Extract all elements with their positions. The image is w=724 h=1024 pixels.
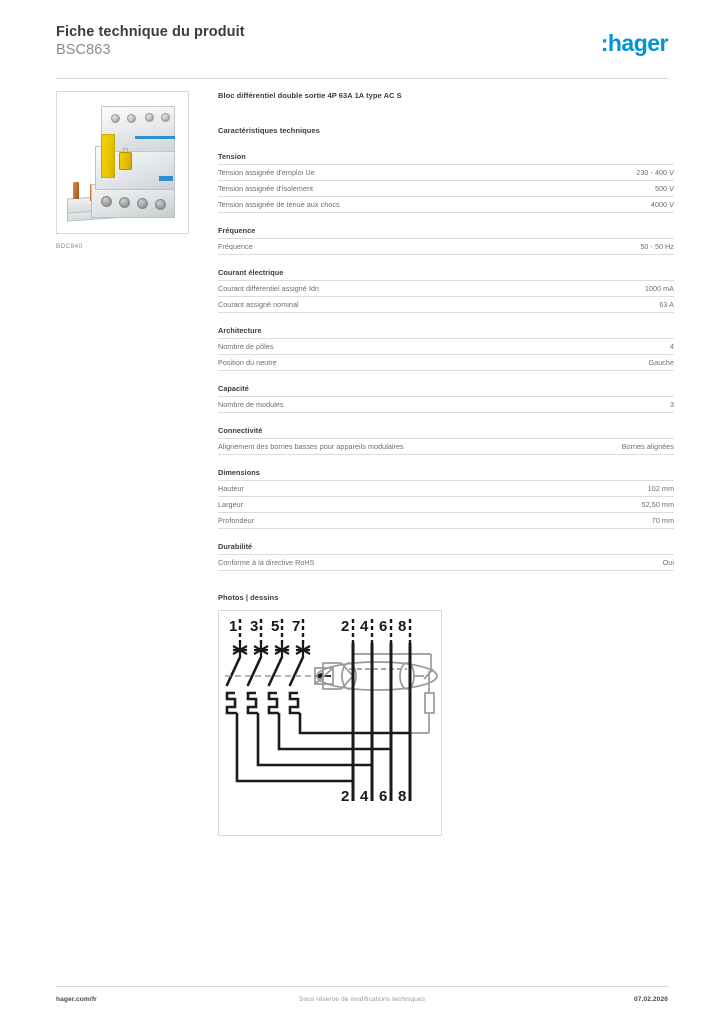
switch-blade-7: [290, 657, 303, 685]
link-wire-4: [258, 713, 372, 765]
spec-group-title: Fréquence: [218, 225, 256, 235]
spec-group-title: Capacité: [218, 383, 249, 393]
header-divider: [56, 78, 668, 79]
spec-value: 230 - 400 V: [636, 168, 674, 178]
link-wire-2: [237, 713, 353, 781]
interconnection-wires: [237, 713, 410, 781]
spec-group: [218, 326, 674, 371]
switch-blade-1: [227, 657, 240, 685]
link-wire-8: [300, 713, 410, 733]
specifications-table: [218, 152, 674, 571]
page-footer: [56, 996, 668, 1008]
pole-symbol-7: [296, 644, 310, 656]
spec-label: Conforme à la directive RoHS: [218, 557, 315, 567]
terminal-label-7: 7: [292, 617, 301, 635]
product-screw-1: [111, 114, 120, 123]
pole-contact-symbols: [233, 644, 310, 656]
spec-row: [218, 438, 674, 455]
spec-label: Profondeur: [218, 516, 255, 525]
pole-symbol-1: [233, 644, 247, 656]
product-photo-caption: BDC840: [56, 243, 83, 250]
spec-row: [218, 296, 674, 313]
spec-value: Gauche: [648, 358, 674, 368]
spec-value: 52,50 mm: [641, 500, 674, 510]
product-test-lever: [119, 152, 132, 170]
spec-group: [218, 384, 674, 413]
main-content: [218, 91, 674, 836]
spec-row: [218, 354, 674, 371]
product-blue-stripe: [135, 136, 175, 139]
spec-row: [218, 164, 674, 180]
product-terminal-pin-1: [73, 182, 79, 199]
terminal-label-6-bottom: 6: [379, 787, 388, 805]
terminal-label-2-bottom: 2: [341, 787, 350, 805]
terminal-label-6-top: 6: [379, 617, 388, 635]
terminal-label-4-bottom: 4: [360, 787, 369, 805]
link-wire-6: [279, 713, 391, 749]
product-photo-panel: [56, 91, 189, 234]
spec-group-title: Architecture: [218, 325, 262, 335]
spec-row: [218, 280, 674, 296]
spec-value: 1000 mA: [644, 284, 674, 294]
spec-group: [218, 226, 674, 255]
lower-contact-5: [269, 693, 279, 713]
spec-row: [218, 238, 674, 255]
spec-value: 4000 V: [650, 200, 674, 210]
terminal-label-1: 1: [229, 617, 238, 635]
schematic-panel: [218, 610, 442, 836]
product-screw-2: [127, 114, 136, 123]
product-screw-4: [161, 113, 170, 122]
spec-label: Courant assigné nominal: [218, 300, 299, 310]
spec-value: 500 V: [654, 184, 674, 194]
spec-label: Tension assignée de tenue aux chocs: [218, 200, 340, 210]
product-blue-marker: [159, 176, 173, 181]
footer-website[interactable]: hager.com/fr: [56, 996, 97, 1003]
terminal-label-3: 3: [250, 617, 259, 635]
spec-row: [218, 554, 674, 571]
footer-disclaimer: Sous réserve de modifications techniques: [298, 996, 426, 1003]
top-right-terminal-labels: [341, 618, 406, 635]
spec-value: Bornes alignées: [621, 442, 674, 452]
terminal-label-8-top: 8: [398, 617, 407, 635]
terminal-label-2-top: 2: [341, 617, 350, 635]
spec-group-title: Connectivité: [218, 425, 263, 435]
spec-label: Largeur: [218, 500, 244, 510]
product-terminal-hole-1: [101, 196, 112, 207]
spec-label: Nombre de modules: [218, 400, 284, 410]
terminal-label-4-top: 4: [360, 617, 369, 635]
wiring-schematic: [219, 611, 441, 835]
spec-label: Nombre de pôles: [218, 342, 274, 352]
footer-divider: [56, 986, 668, 987]
spec-label: Fréquence: [218, 242, 253, 252]
brand-name: hager: [607, 30, 668, 56]
product-screw-3: [145, 113, 154, 122]
spec-value: 63 A: [659, 300, 674, 310]
test-resistor: [425, 693, 434, 713]
spec-row: [218, 338, 674, 354]
terminal-label-8-bottom: 8: [398, 787, 407, 805]
spec-group: [218, 268, 674, 313]
spec-group: [218, 152, 674, 213]
spec-value: 50 - 50 Hz: [640, 242, 674, 252]
spec-row: [218, 496, 674, 512]
spec-group: [218, 468, 674, 529]
spec-row: [218, 196, 674, 213]
spec-label: Hauteur: [218, 484, 244, 494]
spec-label: Position du neutre: [218, 358, 277, 368]
spec-row: [218, 480, 674, 496]
product-yellow-label: [101, 134, 115, 178]
lower-contact-3: [248, 693, 258, 713]
spec-group: [218, 542, 674, 571]
spec-value: Oui: [662, 557, 674, 567]
spec-value: 3: [669, 400, 674, 410]
pole-symbol-5: [275, 644, 289, 656]
bottom-terminal-labels: [341, 788, 406, 805]
spec-value: 102 mm: [647, 484, 674, 494]
spec-row: [218, 180, 674, 196]
lower-contact-1: [227, 693, 237, 713]
switch-blades: [227, 657, 303, 685]
switch-blade-5: [269, 657, 282, 685]
pole-symbol-3: [254, 644, 268, 656]
spec-group-title: Durabilité: [218, 541, 253, 551]
lower-contacts: [227, 693, 300, 713]
drawings-heading: Photos | dessins: [218, 592, 279, 602]
terminal-label-5: 5: [271, 617, 280, 635]
spec-label: Tension assignée d'emploi Ue: [218, 168, 315, 178]
spec-row: [218, 396, 674, 413]
product-terminal-hole-2: [119, 197, 130, 208]
product-description: Bloc différentiel double sortie 4P 63A 1A type AC S: [218, 91, 402, 100]
spec-label: Alignement des bornes basses pour appareils modulaires: [218, 442, 404, 452]
lower-contact-7: [290, 693, 300, 713]
spec-group-title: Tension: [218, 152, 246, 161]
switch-blade-3: [248, 657, 261, 685]
spec-group-title: Dimensions: [218, 467, 260, 477]
page-title: Fiche technique du produit: [56, 24, 245, 40]
spec-label: Courant différentiel assigné Idn: [218, 284, 319, 294]
spec-value: 4: [669, 342, 674, 352]
hager-logo: :hager: [600, 30, 668, 56]
product-reference: BSC863: [56, 42, 111, 58]
page-header: [56, 24, 668, 70]
spec-group-title: Courant électrique: [218, 267, 284, 277]
spec-row: [218, 512, 674, 529]
footer-date: 07.02.2026: [633, 996, 668, 1003]
product-terminal-hole-3: [137, 198, 148, 209]
specs-heading: Caractéristiques techniques: [218, 126, 320, 135]
spec-value: 70 mm: [651, 516, 674, 525]
spec-group: [218, 426, 674, 455]
product-terminal-hole-4: [155, 199, 166, 210]
spec-label: Tension assignée d'isolement: [218, 184, 314, 194]
